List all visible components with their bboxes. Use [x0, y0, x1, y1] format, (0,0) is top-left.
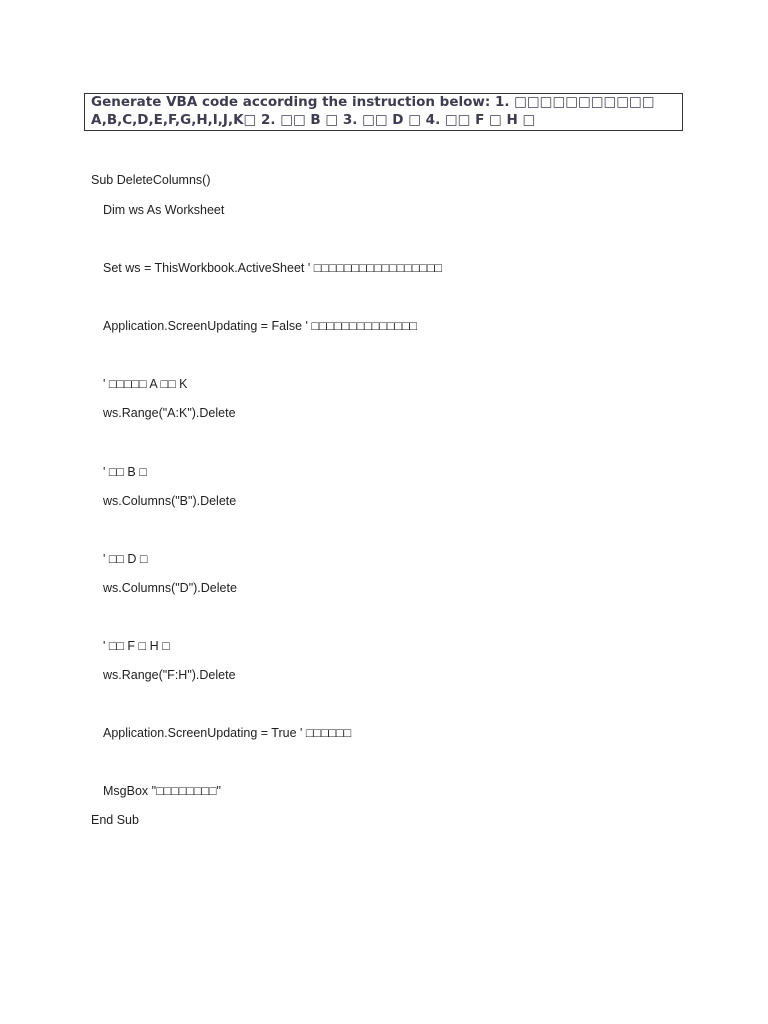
code-screen-on: Application.ScreenUpdating = True ' □□□□□□: [103, 726, 352, 740]
code-comment-d: ' □□ D □: [103, 552, 148, 566]
code-comment-b: ' □□ B □: [103, 465, 147, 479]
code-comment-f-h: ' □□ F □ H □: [103, 639, 170, 653]
code-delete-f-h: ws.Range("F:H").Delete: [103, 668, 236, 682]
code-comment-a-k: ' □□□□□ A □□ K: [103, 377, 188, 391]
instruction-line-1: Generate VBA code according the instruction below: 1. □□□□□□□□□□□: [91, 94, 655, 110]
code-msgbox: MsgBox "□□□□□□□□": [103, 784, 221, 798]
code-delete-d: ws.Columns("D").Delete: [103, 581, 237, 595]
code-sub-end: End Sub: [91, 813, 139, 827]
code-sub-start: Sub DeleteColumns(): [91, 173, 211, 187]
code-dim-ws: Dim ws As Worksheet: [103, 203, 225, 217]
instruction-box: [84, 93, 683, 131]
instruction-line-2: A,B,C,D,E,F,G,H,I,J,K□ 2. □□ B □ 3. □□ D □ 4. □□ F □ H □: [91, 111, 536, 128]
code-screen-off: Application.ScreenUpdating = False ' □□□□□□□□□□□□□□: [103, 319, 418, 333]
code-delete-b: ws.Columns("B").Delete: [103, 494, 237, 508]
code-delete-a-k: ws.Range("A:K").Delete: [103, 406, 236, 420]
code-set-ws: Set ws = ThisWorkbook.ActiveSheet ' □□□□□□□□□□□□□□□□□: [103, 261, 443, 275]
